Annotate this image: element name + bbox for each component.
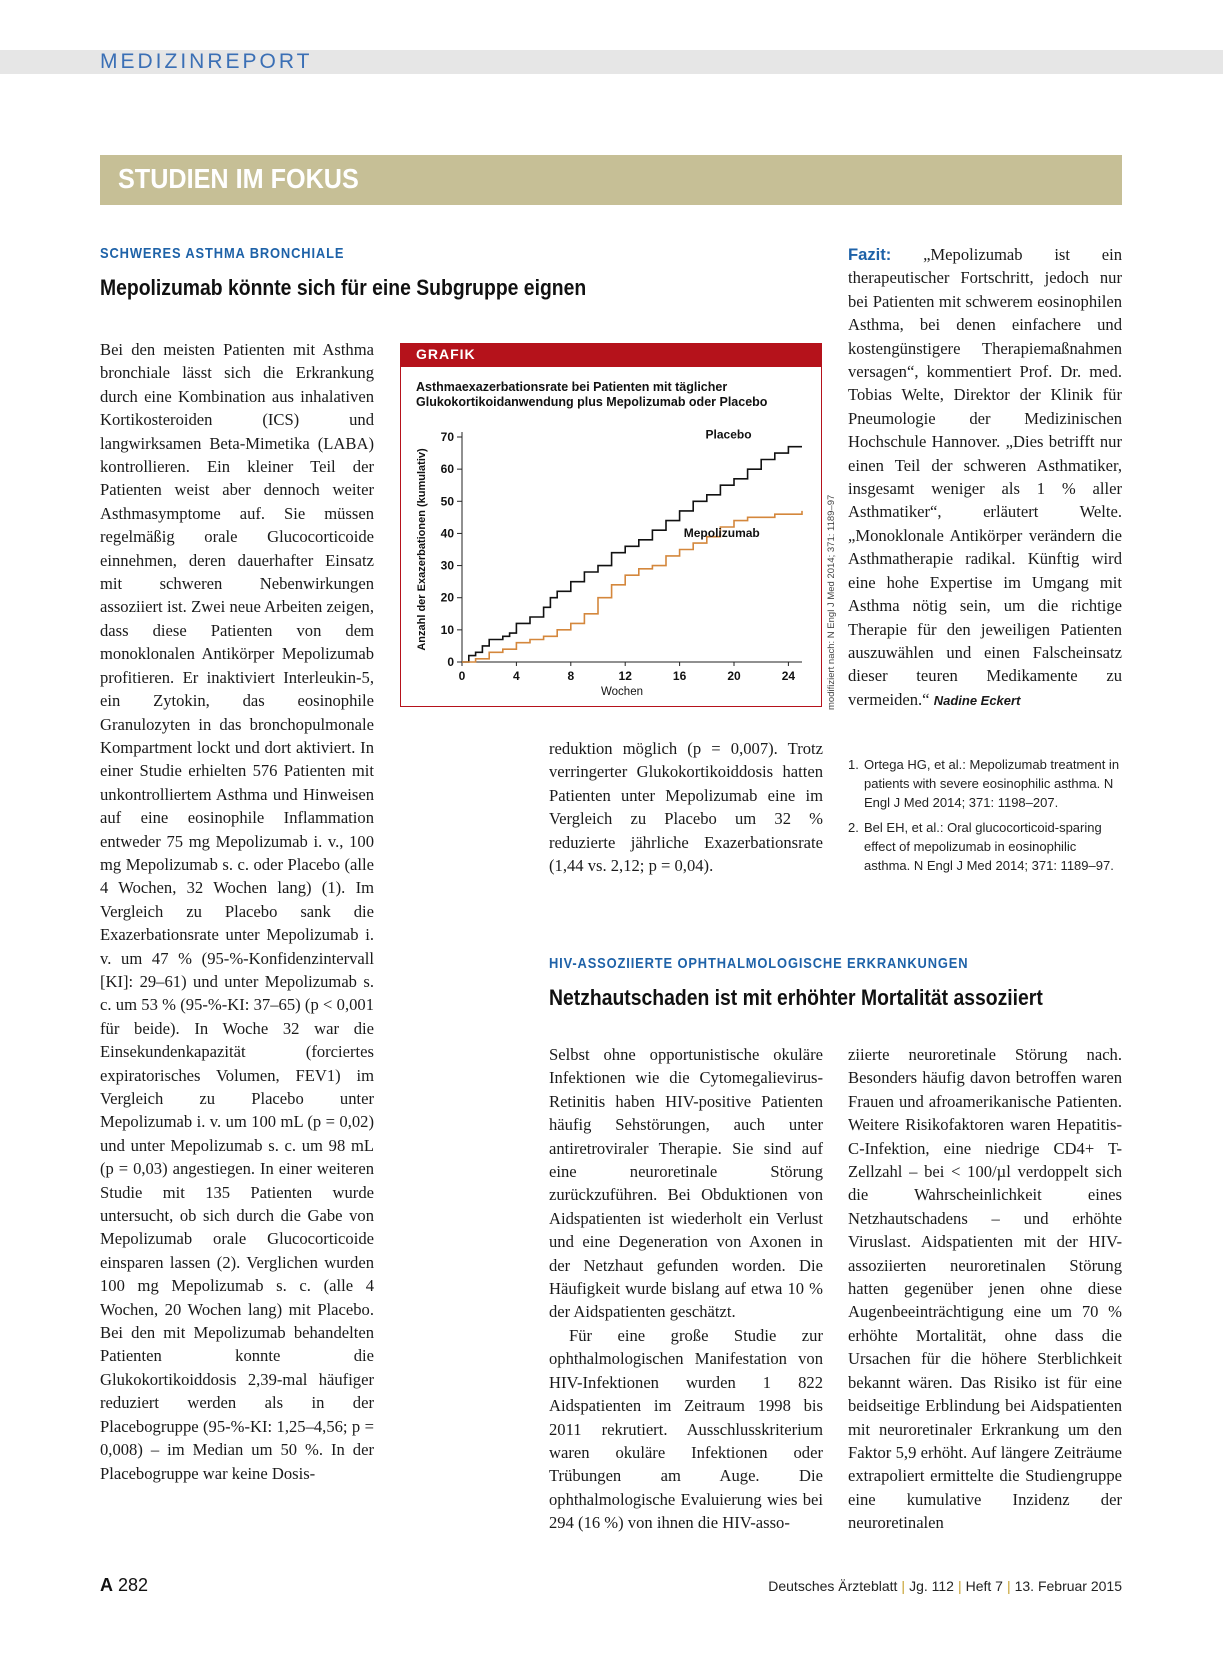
article2-column1 [549,1043,823,1535]
y-tick-label: 0 [447,655,454,669]
article2-kicker: HIV-ASSOZIIERTE OPHTHALMOLOGISCHE ERKRANKUNGEN [549,955,969,972]
x-tick-label: 24 [781,669,796,683]
y-tick-label: 40 [440,526,454,541]
page-prefix: A [100,1575,113,1595]
article1-headline: Mepolizumab könnte sich für eine Subgruppe eignen [100,275,587,300]
x-tick-label: 16 [672,669,687,683]
section-label: MEDIZINREPORT [100,50,313,73]
fazit-label: Fazit: [848,245,892,264]
y-tick-label: 70 [440,430,454,444]
reference-text: Bel EH, et al.: Oral glucocorticoid-sparing effect of mepolizumab in eosinophilic asthma. N Engl J Med 2014; 371: 1189–97. [864,820,1114,873]
reference-number: 2. [848,820,859,835]
series-label-mepolizumab: Mepolizumab [683,525,760,540]
figure-source-wrap [826,494,840,710]
chart-axes [457,432,802,666]
author-name: Nadine Eckert [933,692,1021,708]
article2-col2-text: ziierte neuroretinale Störung nach. Besonders häufig davon betroffen waren Frauen und afroamerikanische Patienten. Weitere Risikofaktoren waren Hepatitis-C-Infektion, eine niedrige CD4+ T-Zellzahl – bei < 100/µl verdoppelt sich die Wahrscheinlichkeit eines Netzhautschadens – und erhöhte Viruslast. Aidspatienten mit der HIV-assoziierten neuroretinalen Störung hatten gegenüber jenen ohne diese Augenbeeinträchtigung eine um 70 % erhöhte Mortalität, ohne dass die Ursachen für die höhere Sterblichkeit bekannt wären. Das Risiko ist für eine beidseitige Erblindung bei Aidspatienten mit neuroretinaler Erkrankung um den Faktor 5,9 erhöht. Auf längere Zeiträume extrapoliert ermittelte die Studiengruppe eine kumulative Inzidenz der neuroretinalen [848,1045,1122,1533]
journal-footer [650,1578,1122,1594]
article1-kicker: SCHWERES ASTHMA BRONCHIALE [100,245,345,262]
chart-labels [416,428,795,698]
reference-number: 1. [848,757,859,772]
fazit-text: „Mepolizumab ist ein therapeutischer Fortschritt, jedoch nur bei Patienten mit schwerem eosinophilen Asthma, bei denen einfachere und kostengünstigere Therapiemaßnahmen versagen“, kommentiert Prof. Dr. med. Tobias Welte, Direktor der Klinik für Pneumologie der Medizinischen Hochschule Hannover. „Dies betrifft nur einen Teil der schweren Asthmatiker, insgesamt weniger als 1 % aller Asthmatiker“, erläutert Welte. „Monoklonale Antikörper verändern die Asthmatherapie radikal. Künftig wird eine hohe Expertise im Umgang mit Asthma nötig sein, um die richtige Therapie für den jeweiligen Patienten auszuwählen und einen Falscheinsatz dieser teuren Medikamente zu vermeiden.“ [848,245,1122,709]
y-axis-label: Anzahl der Exazerbationen (kumulativ) [416,448,428,651]
footer-separator: | [957,1578,962,1594]
figure-label: GRAFIK [416,346,476,362]
article1-col2-text: reduktion möglich (p = 0,007). Trotz verringerter Glukokortikoiddosis hatten Patienten unter Mepolizumab eine im Vergleich zu Placebo um 32 % reduzierte jährliche Exazerbationsrate (1,44 vs. 2,12; p = 0,04). [549,739,823,876]
y-tick-label: 10 [440,622,454,637]
article1-column1 [100,338,374,1485]
x-tick-label: 12 [618,669,632,683]
y-tick-label: 30 [440,558,454,573]
series-label-placebo: Placebo [705,427,752,442]
article2-col1-paragraph2: Für eine große Studie zur ophthalmologischen Manifestation von HIV-Infektionen wurden 1 822 Aidspatienten im Zeitraum 1998 bis 2011 rekrutiert. Ausschlusskriterium waren okuläre Infektionen oder Trübungen am Auge. Die ophthalmologische Evaluierung wies bei 294 (16 %) von ihnen die HIV-asso- [549,1325,823,1533]
article2-headline: Netzhautschaden ist mit erhöhter Mortalität assoziiert [549,985,1043,1010]
exacerbation-chart [400,410,822,707]
page-number [100,1575,148,1596]
y-tick-label: 20 [440,590,454,605]
y-tick-label: 50 [440,494,454,509]
x-tick-label: 4 [513,669,520,683]
x-axis-label: Wochen [601,686,643,698]
reference-item [848,755,1122,812]
article2-col1-paragraph1: Selbst ohne opportunistische okuläre Infektionen wie die Cytomegalievirus-Retinitis haben HIV-positive Patienten häufig Sehstörungen, auch unter antiretroviraler Therapie. Sie sind auf eine neuroretinale Störung zurückzuführen. Bei Obduktionen von Aidspatienten ist wiederholt ein Verlust und eine Degeneration von Axonen in der Netzhaut gefunden worden. Die Häufigkeit wurde bislang auf etwa 10 % der Aidspatienten geschätzt. [549,1045,823,1322]
x-tick-label: 8 [567,669,575,683]
figure-source: modifiziert nach: N Engl J Med 2014; 371: 1189–97 [826,494,837,710]
journal-name: Deutsches Ärzteblatt [768,1578,898,1594]
chart-title: Asthmaexazerbationsrate bei Patienten mit täglicher Glukokortikoidanwendung plus Mepolizumab oder Placebo [416,380,768,409]
references-list [848,755,1122,881]
journal-issue: Heft 7 [965,1578,1003,1594]
fazit-box [848,243,1122,712]
article1-column2 [549,737,823,877]
x-tick-label: 0 [458,669,466,683]
reference-item [848,818,1122,875]
footer-separator: | [901,1578,906,1594]
chart-series [462,447,802,662]
y-tick-label: 60 [440,462,454,477]
x-tick-label: 20 [727,669,741,683]
article1-col1-text: Bei den meisten Patienten mit Asthma bronchiale lässt sich die Erkrankung durch eine Kombination aus inhalativen Kortikosteroiden (ICS) und langwirksamen Beta-Mimetika (LABA) kontrollieren. Ein kleiner Teil der Patienten weist aber dennoch weiter Asthmasymptome auf. Sie müssen regelmäßig orale Glucocorticoide einnehmen, deren dauerhafter Einsatz mit schweren Nebenwirkungen assoziiert ist. Zwei neue Arbeiten zeigen, dass diese Patienten von dem monoklonalen Antikörper Mepolizumab profitieren. Er inaktiviert Interleukin-5, ein Zytokin, das eosinophile Granulozyten in das bronchopulmonale Kompartment lockt und dort aktiviert. In einer Studie erhielten 576 Patienten mit unkontrolliertem Asthma und Hinweisen auf eine eosinophile Inflammation entweder 75 mg Mepolizumab i. v., 100 mg Mepolizumab s. c. oder Placebo (alle 4 Wochen, 32 Wochen lang) (1). Im Vergleich zu Placebo sank die Exazerbationsrate unter Mepolizumab i. v. um 47 % (95-%-Konfidenzintervall [KI]: 29–61) und unter Mepolizumab s. c. um 53 % (95-%-KI: 37–65) (p < 0,001 für beide). In Woche 32 war die Einsekundenkapazität (forciertes expiratorisches Volumen, FEV1) im Vergleich zu Placebo unter Mepolizumab i. v. um 100 mL (p = 0,02) und unter Mepolizumab s. c. um 98 mL (p = 0,03) angestiegen. In einer weiteren Studie mit 135 Patienten wurde untersucht, ob sich durch die Gabe von Mepolizumab orale Glucocorticoide einsparen lassen (2). Verglichen wurden 100 mg Mepolizumab s. c. (alle 4 Wochen, 20 Wochen lang) mit Placebo. Bei den mit Mepolizumab behandelten Patienten konnte die Glukokortikoiddosis 2,39-mal häufiger reduziert werden als in der Placebogruppe (95-%-KI: 1,25–4,56; p = 0,008) – im Median um 50 %. In der Placebogruppe war keine Dosis- [100,340,374,1483]
footer-separator: | [1006,1578,1011,1594]
banner-title: STUDIEN IM FOKUS [118,163,359,194]
article2-column2 [848,1043,1122,1535]
journal-date: 13. Februar 2015 [1014,1578,1122,1594]
page-number-value: 282 [118,1575,149,1595]
journal-volume: Jg. 112 [909,1578,954,1594]
fazit-paragraph [848,243,1122,712]
series-line-placebo [462,447,802,662]
reference-text: Ortega HG, et al.: Mepolizumab treatment in patients with severe eosinophilic asthma. N Engl J Med 2014; 371: 1198–207. [864,757,1120,810]
